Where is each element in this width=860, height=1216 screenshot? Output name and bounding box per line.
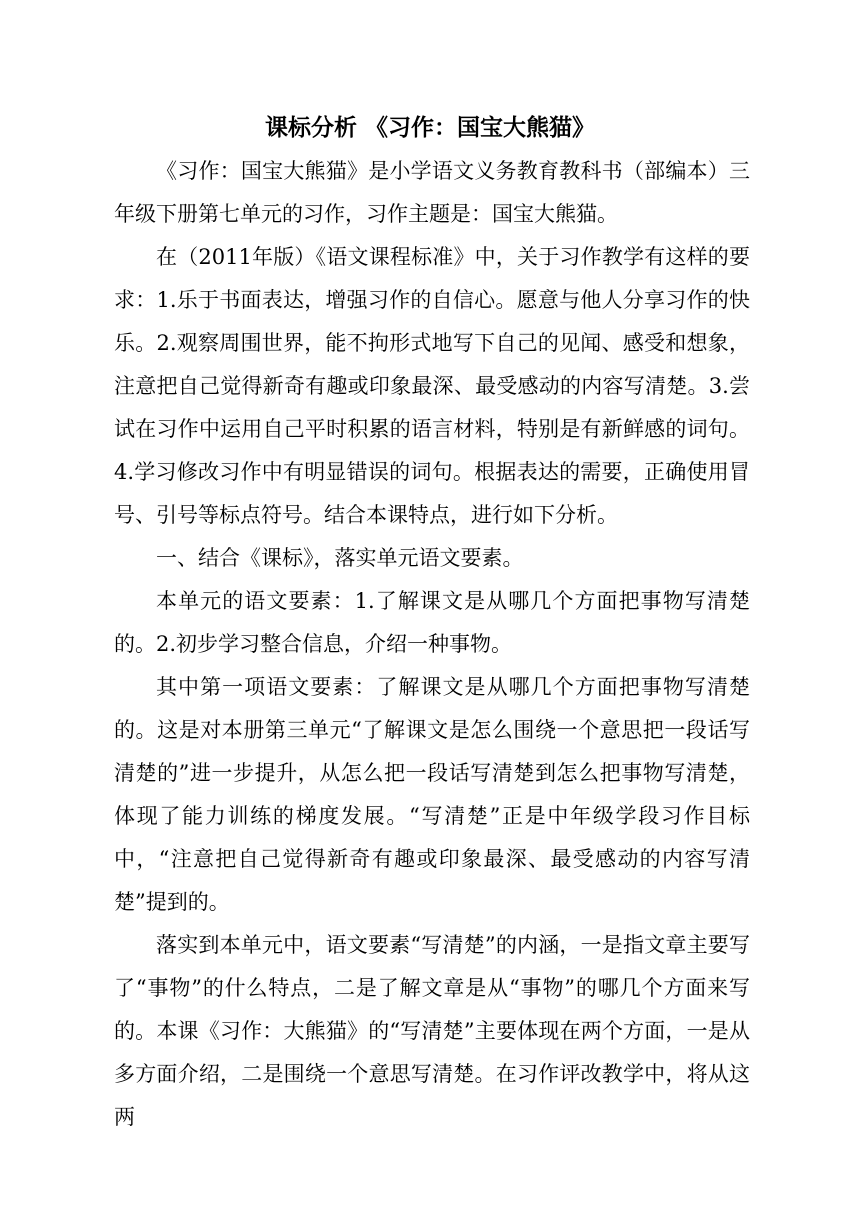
paragraph-implementation: 落实到本单元中，语文要素“写清楚”的内涵，一是指文章主要写了“事物”的什么特点，二是了解文章是从“事物”的哪几个方面来写的。本课《习作：大熊猫》的“写清楚”主要体现在两个方面，一是从多方面介绍，二是围绕一个意思写清楚。在习作评改教学中，将从这两 — [114, 933, 750, 1129]
document-title: 课标分析 《习作：国宝大熊猫》 — [264, 114, 595, 141]
document-body — [114, 150, 750, 1139]
section-heading-one: 一、结合《课标》，落实单元语文要素。 — [156, 546, 524, 570]
paragraph-first-element: 其中第一项语文要素：了解课文是从哪几个方面把事物写清楚的。这是对本册第三单元“了解课文是怎么围绕一个意思把一段话写清楚的”进一步提升，从怎么把一段话写清楚到怎么把事物写清楚，体现了能力训练的梯度发展。“写清楚”正是中年级学段习作目标中，“注意把自己觉得新奇有趣或印象最深、最受感动的内容写清楚”提到的。 — [114, 675, 750, 914]
paragraph-unit-elements: 本单元的语文要素：1.了解课文是从哪几个方面把事物写清楚的。2.初步学习整合信息，介绍一种事物。 — [114, 589, 750, 656]
paragraph-intro: 《习作：国宝大熊猫》是小学语文义务教育教科书（部编本）三年级下册第七单元的习作，习作主题是：国宝大熊猫。 — [114, 159, 750, 226]
paragraph-curriculum-requirements: 在（2011年版）《语文课程标准》中，关于习作教学有这样的要求：1.乐于书面表达，增强习作的自信心。愿意与他人分享习作的快乐。2.观察周围世界，能不拘形式地写下自己的见闻、感受和想象，注意把自己觉得新奇有趣或印象最深、最受感动的内容写清楚。3.尝试在习作中运用自己平时积累的语言材料，特别是有新鲜感的词句。4.学习修改习作中有明显错误的词句。根据表达的需要，正确使用冒号、引号等标点符号。结合本课特点，进行如下分析。 — [114, 245, 750, 527]
